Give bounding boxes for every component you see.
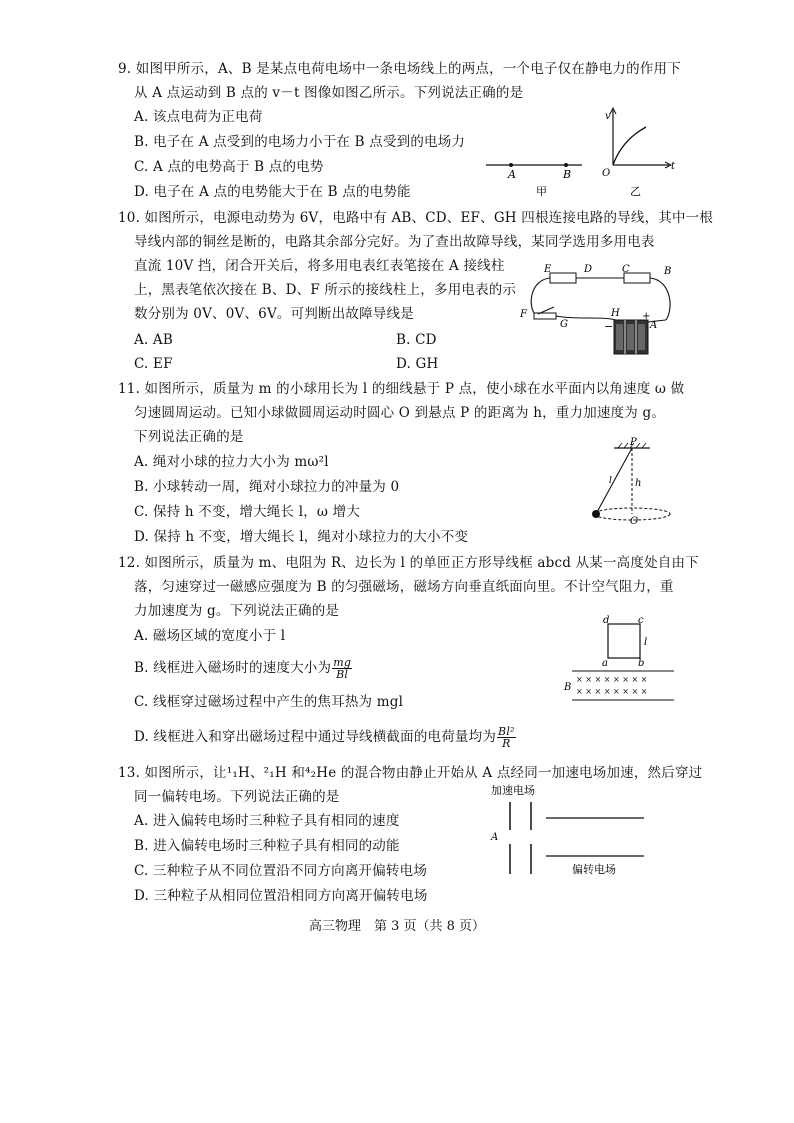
- q12-option-d-numerator: Bl²: [498, 725, 515, 738]
- q13-stem-line1: 13. 如图所示，让¹₁H、²₁H 和⁴₂He 的混合物由静止开始从 A 点经同一加速电场加速，然后穿过: [118, 765, 703, 781]
- q13-field-figure: [486, 782, 656, 882]
- q10-label-plus: +: [642, 311, 651, 322]
- q9-option-b: B. 电子在 A 点受到的电场力小于在 B 点受到的电场力: [134, 134, 466, 150]
- q9-figure-jia: [486, 163, 582, 198]
- q13-option-a: A. 进入偏转电场时三种粒子具有相同的速度: [134, 813, 400, 829]
- q10-stem-line3: 直流 10V 挡，闭合开关后，将多用电表红表笔接在 A 接线柱: [134, 258, 505, 274]
- q10-label-f: F: [520, 309, 527, 320]
- q13-accel-label: 加速电场: [491, 784, 535, 797]
- q12-field-crosses: [576, 675, 647, 696]
- q10-label-h: H: [611, 308, 620, 319]
- q12-option-b-numerator: mg: [333, 656, 352, 669]
- q13-stem-line2: 同一偏转电场。下列说法正确的是: [134, 789, 340, 805]
- svg-text:× × × × × × × ×: × × × × × × × ×: [576, 675, 648, 684]
- q12-option-c: C. 线框穿过磁场过程中产生的焦耳热为 mgl: [134, 694, 404, 710]
- q11-label-o: O: [630, 516, 639, 526]
- q13-option-c: C. 三种粒子从不同位置沿不同方向离开偏转电场: [134, 863, 428, 879]
- q10-stem-line2: 导线内部的铜丝是断的，电路其余部分完好。为了查出故障导线，某同学选用多用电表: [134, 234, 655, 250]
- q13-deflect-label: 偏转电场: [572, 863, 616, 876]
- q11-stem-line3: 下列说法正确的是: [134, 429, 244, 445]
- q10-label-c: C: [622, 264, 630, 275]
- q10-stem-line1: 10. 如图所示，电源电动势为 6V，电路中有 AB、CD、EF、GH 四根连接电路的导线，其中一根: [118, 210, 714, 226]
- q10-stem-line4: 上，黑表笔依次接在 B、D、F 所示的接线柱上，多用电表的示: [134, 282, 517, 298]
- q9-option-c: C. A 点的电势高于 B 点的电势: [134, 159, 324, 175]
- svg-text:× × × × × × × ×: × × × × × × × ×: [576, 687, 648, 696]
- q12-option-d-denominator: R: [502, 737, 511, 750]
- q10-label-minus: −: [604, 320, 614, 333]
- q10-label-b: B: [664, 266, 672, 277]
- q12-option-b-text: B. 线框进入磁场时的速度大小为: [134, 660, 332, 676]
- q9-figure-yi: [602, 108, 676, 198]
- q10-option-d: D. GH: [396, 356, 439, 372]
- q11-option-a: A. 绳对小球的拉力大小为 mω²l: [134, 454, 329, 470]
- q12-option-b: [134, 657, 353, 680]
- q11-stem-line1: 11. 如图所示，质量为 m 的小球用长为 l 的细线悬于 P 点，使小球在水平面内以角速度 ω 做: [118, 381, 685, 397]
- q12-label-l: l: [644, 637, 648, 648]
- q12-stem-line3: 力加速度为 g。下列说法正确的是: [134, 603, 340, 619]
- q11-pendulum-figure: [584, 436, 684, 526]
- q12-label-c: c: [638, 615, 644, 626]
- q9-option-d: D. 电子在 A 点的电势能大于在 B 点的电势能: [134, 184, 411, 200]
- q11-option-c: C. 保持 h 不变，增大绳长 l，ω 增大: [134, 504, 361, 520]
- q9-stem-line2: 从 A 点运动到 B 点的 v－t 图像如图乙所示。下列说法正确的是: [134, 85, 524, 101]
- q12-label-d: d: [603, 615, 610, 626]
- q9-t-axis-label: t: [671, 161, 676, 172]
- q9-point-b-label: B: [563, 168, 572, 181]
- q11-label-h: h: [635, 478, 642, 489]
- q10-option-c: C. EF: [134, 356, 173, 372]
- q12-option-a: A. 磁场区域的宽度小于 l: [134, 628, 286, 644]
- q10-label-a: A: [650, 320, 658, 331]
- q9-vt-curve: [613, 127, 646, 165]
- q12-stem-line2: 落，匀速穿过一磁感应强度为 B 的匀强磁场，磁场方向垂直纸面向里。不计空气阻力，重: [134, 579, 674, 595]
- q9-option-a: A. 该点电荷为正电荷: [134, 109, 263, 125]
- q12-option-d-text: D. 线框进入和穿出磁场过程中通过导线横截面的电荷量均为: [134, 729, 497, 745]
- q10-label-g: G: [560, 319, 568, 330]
- q10-label-d: D: [584, 264, 593, 275]
- q12-option-d-fraction: [497, 726, 516, 749]
- q9-point-a-label: A: [508, 168, 516, 181]
- q10-option-a: A. AB: [134, 332, 174, 348]
- q12-option-d: [134, 726, 517, 749]
- q13-label-a: A: [491, 832, 499, 843]
- q11-label-l: l: [609, 476, 612, 486]
- q12-label-b-field: B: [564, 682, 572, 693]
- q10-label-e: E: [544, 264, 552, 275]
- q9-fig-yi-caption: 乙: [630, 185, 641, 198]
- q10-circuit-figure: [516, 258, 686, 366]
- q12-magnetic-field-figure: [562, 612, 682, 707]
- q11-option-b: B. 小球转动一周，绳对小球拉力的冲量为 0: [134, 479, 400, 495]
- q11-stem-line2: 匀速圆周运动。已知小球做圆周运动时圆心 O 到悬点 P 的距离为 h，重力加速度为 g。: [134, 405, 666, 421]
- q9-figure: [484, 105, 704, 200]
- q12-stem-line1: 12. 如图所示，质量为 m、电阻为 R、边长为 l 的单匝正方形导线框 abcd 从某一高度处自由下: [118, 555, 699, 571]
- q13-option-d: D. 三种粒子从相同位置沿相同方向离开偏转电场: [134, 888, 428, 904]
- q11-option-d: D. 保持 h 不变，增大绳长 l，绳对小球拉力的大小不变: [134, 529, 469, 545]
- q11-label-p: P: [630, 437, 637, 448]
- q9-v-axis-label: v: [605, 111, 611, 122]
- q13-option-b: B. 进入偏转电场时三种粒子具有相同的动能: [134, 838, 400, 854]
- q10-stem-line5: 数分别为 0V、0V、6V。可判断出故障导线是: [134, 306, 414, 322]
- q12-option-b-fraction: [332, 657, 352, 680]
- q12-option-b-denominator: Bl: [336, 668, 349, 681]
- q10-option-b: B. CD: [396, 332, 437, 348]
- q12-wire-frame: [608, 624, 640, 658]
- q9-fig-jia-caption: 甲: [536, 185, 547, 198]
- q12-label-b: b: [638, 658, 645, 669]
- q9-origin-label: O: [602, 168, 611, 179]
- q9-stem-line1: 9. 如图甲所示，A、B 是某点电荷电场中一条电场线上的两点，一个电子仅在静电力的作用下: [118, 61, 681, 77]
- page-footer: 高三物理 第 3 页（共 8 页）: [308, 919, 486, 934]
- q12-label-a: a: [602, 658, 608, 669]
